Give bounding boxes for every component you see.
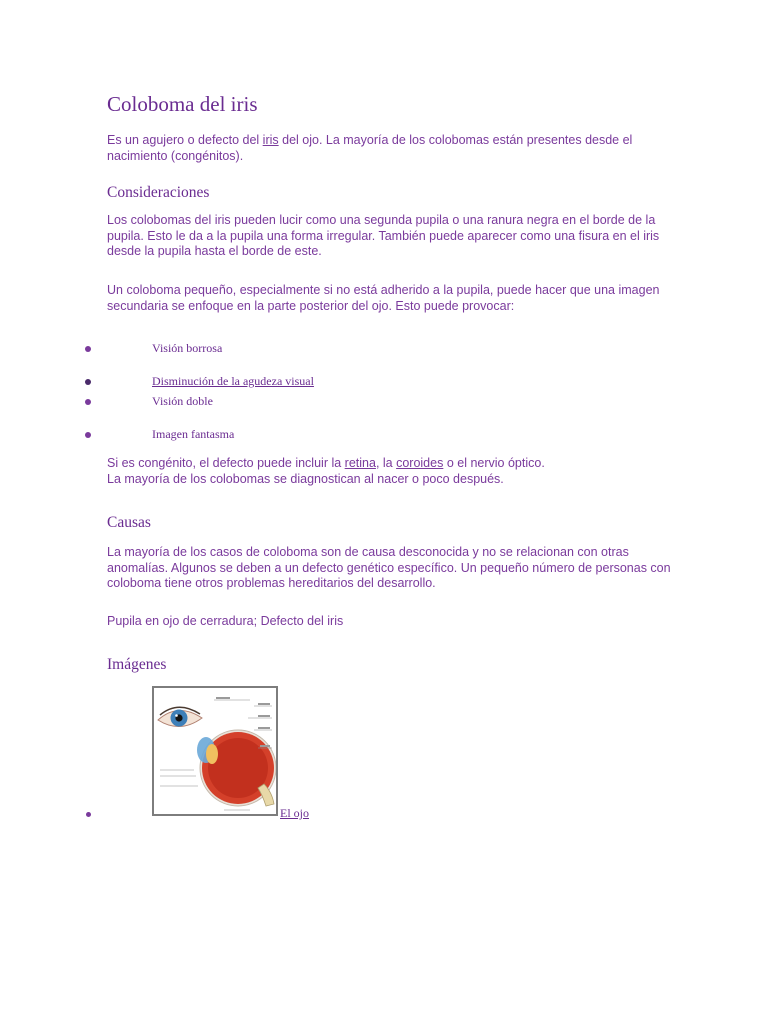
pupil-highlight <box>175 714 178 717</box>
iris-link[interactable]: iris <box>262 133 279 147</box>
coroides-link[interactable]: coroides <box>396 456 444 470</box>
intro-paragraph <box>107 133 677 164</box>
p3-text-mid: , la <box>375 456 397 470</box>
list-item-vision-borrosa: Visión borrosa <box>152 341 223 355</box>
retina-link[interactable]: retina <box>344 456 376 470</box>
p3-text-line2: La mayoría de los colobomas se diagnostican al nacer o poco después. <box>107 471 504 486</box>
intro-text-after: del ojo. La mayoría de los colobomas están presentes desde el nacimiento (congénitos). <box>107 133 633 163</box>
list-item-disminucion-agudeza-link[interactable]: Disminución de la agudeza visual <box>152 374 314 388</box>
eye-anatomy-image[interactable] <box>152 686 278 816</box>
el-ojo-link[interactable]: El ojo <box>280 806 309 820</box>
consideraciones-paragraph-3 <box>107 456 677 487</box>
list-bullet <box>85 399 91 405</box>
section-heading-consideraciones: Consideraciones <box>107 184 210 201</box>
list-bullet <box>86 812 91 817</box>
list-bullet <box>85 346 91 352</box>
eye-anatomy-illustration <box>154 688 276 814</box>
p3-text-after: o el nervio óptico. <box>443 456 545 470</box>
p3-text-before: Si es congénito, el defecto puede incluir la <box>107 456 345 470</box>
page-title: Coloboma del iris <box>107 92 258 116</box>
intro-text-before: Es un agujero o defecto del <box>107 133 263 147</box>
consideraciones-paragraph-2: Un coloboma pequeño, especialmente si no está adherido a la pupila, puede hacer que una imagen secundaria se enfoque en la parte posterior del ojo. Esto puede provocar: <box>107 283 660 313</box>
causas-paragraph-1: La mayoría de los casos de coloboma son de causa desconocida y no se relacionan con otras anomalías. Algunos se deben a un defecto genético específico. Un pequeño número de personas con coloboma tiene otros problemas hereditarios del desarrollo. <box>107 545 671 590</box>
list-item-vision-doble: Visión doble <box>152 394 213 408</box>
list-item-imagen-fantasma: Imagen fantasma <box>152 427 235 441</box>
list-bullet <box>85 379 91 385</box>
lens-shape <box>206 744 218 764</box>
list-bullet <box>85 432 91 438</box>
section-heading-causas: Causas <box>107 514 151 531</box>
consideraciones-paragraph-1: Los colobomas del iris pueden lucir como una segunda pupila o una ranura negra en el borde de la pupila. Esto le da a la pupila una forma irregular. También puede aparecer como una fisura en el iris desde la pupila hasta el borde de este. <box>107 213 660 258</box>
causas-paragraph-2: Pupila en ojo de cerradura; Defecto del iris <box>107 614 344 628</box>
section-heading-imagenes: Imágenes <box>107 656 167 673</box>
